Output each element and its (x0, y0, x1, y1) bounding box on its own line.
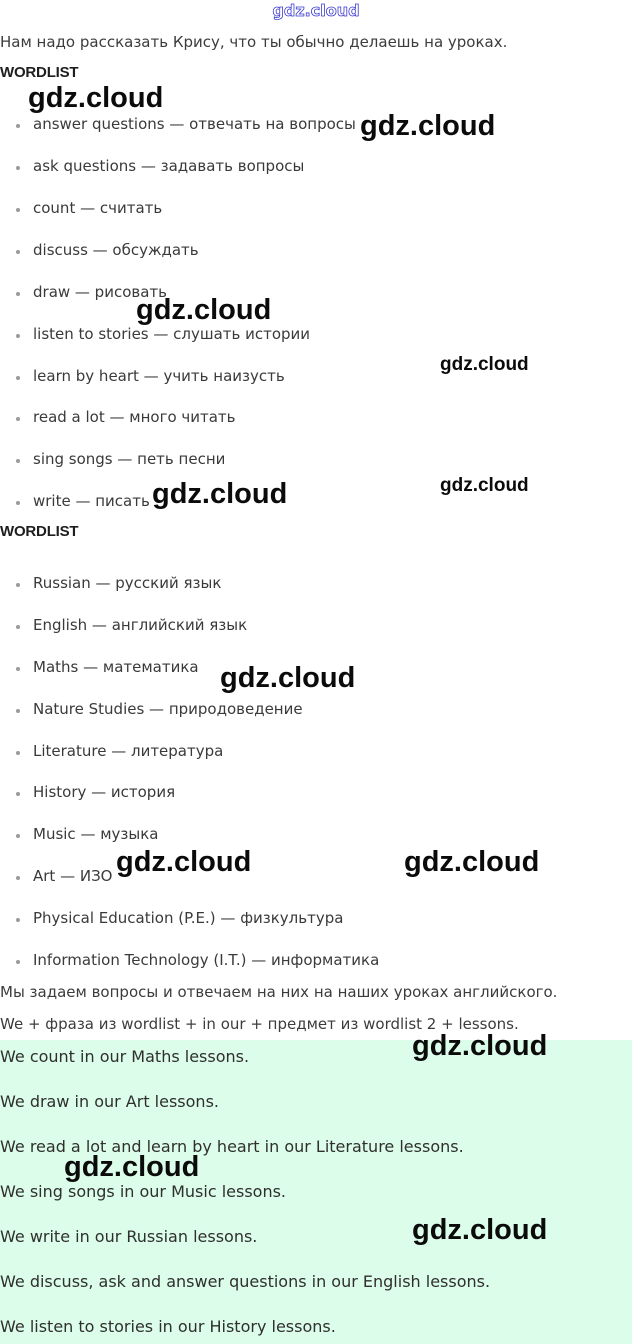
watermark: gdz.cloud (440, 354, 529, 375)
intro-text: Нам надо рассказать Крису, что ты обычно делаешь на уроках. (0, 33, 508, 51)
watermark: gdz.cloud (360, 110, 496, 142)
list-bullet (16, 417, 20, 421)
list-item: History — история (33, 783, 176, 801)
list-item: sing songs — петь песни (33, 450, 226, 468)
answer-line: We discuss, ask and answer questions in our English lessons. (0, 1272, 491, 1291)
answer-line: We sing songs in our Music lessons. (0, 1182, 287, 1201)
list-bullet (16, 166, 20, 170)
list-bullet (16, 709, 20, 713)
list-bullet (16, 667, 20, 671)
list-bullet (16, 751, 20, 755)
list-item: listen to stories — слушать истории (33, 325, 311, 343)
watermark: gdz.cloud (412, 1030, 548, 1062)
list-bullet (16, 124, 20, 128)
watermark: gdz.cloud (440, 475, 529, 496)
list-bullet (16, 792, 20, 796)
watermark: gdz.cloud (220, 662, 356, 694)
list-item: Nature Studies — природоведение (33, 700, 303, 718)
list-item: learn by heart — учить наизусть (33, 367, 285, 385)
list-item: ask questions — задавать вопросы (33, 157, 305, 175)
list-item: discuss — обсуждать (33, 241, 199, 259)
list-item: Literature — литература (33, 742, 224, 760)
list-item: Russian — русский язык (33, 574, 222, 592)
list-item: read a lot — много читать (33, 408, 236, 426)
site-logo[interactable]: gdz.cloud (272, 1, 360, 20)
list-bullet (16, 459, 20, 463)
answer-line: We read a lot and learn by heart in our Literature lessons. (0, 1137, 464, 1156)
list-bullet (16, 250, 20, 254)
list-item: English — английский язык (33, 616, 248, 634)
list-item: Art — ИЗО (33, 867, 113, 885)
list-bullet (16, 960, 20, 964)
list-item: count — считать (33, 199, 163, 217)
wordlist-heading: WORDLIST (0, 64, 79, 81)
list-bullet (16, 918, 20, 922)
list-bullet (16, 208, 20, 212)
list-item: write — писать (33, 492, 150, 510)
answer-line: We draw in our Art lessons. (0, 1092, 219, 1111)
formula-text: We + фраза из wordlist + in our + предмет из wordlist 2 + lessons. (0, 1015, 519, 1033)
watermark: gdz.cloud (136, 294, 272, 326)
watermark: gdz.cloud (116, 846, 252, 878)
wordlist-heading: WORDLIST (0, 523, 79, 540)
watermark: gdz.cloud (152, 478, 288, 510)
watermark: gdz.cloud (28, 82, 164, 114)
answer-line: We count in our Maths lessons. (0, 1047, 250, 1066)
watermark: gdz.cloud (404, 846, 540, 878)
watermark: gdz.cloud (412, 1214, 548, 1246)
watermark: gdz.cloud (64, 1151, 200, 1183)
list-bullet (16, 876, 20, 880)
list-bullet (16, 334, 20, 338)
list-item: answer questions — отвечать на вопросы (33, 115, 356, 133)
list-bullet (16, 292, 20, 296)
list-bullet (16, 834, 20, 838)
answer-line: We listen to stories in our History lessons. (0, 1317, 336, 1336)
list-bullet (16, 501, 20, 505)
list-item: draw — рисовать (33, 283, 167, 301)
list-item: Maths — математика (33, 658, 199, 676)
list-bullet (16, 376, 20, 380)
list-bullet (16, 583, 20, 587)
list-item: Information Technology (I.T.) — информатика (33, 951, 380, 969)
explanation-text: Мы задаем вопросы и отвечаем на них на наших уроках английского. (0, 983, 558, 1001)
list-bullet (16, 625, 20, 629)
answer-line: We write in our Russian lessons. (0, 1227, 258, 1246)
list-item: Physical Education (P.E.) — физкультура (33, 909, 344, 927)
list-item: Music — музыка (33, 825, 159, 843)
